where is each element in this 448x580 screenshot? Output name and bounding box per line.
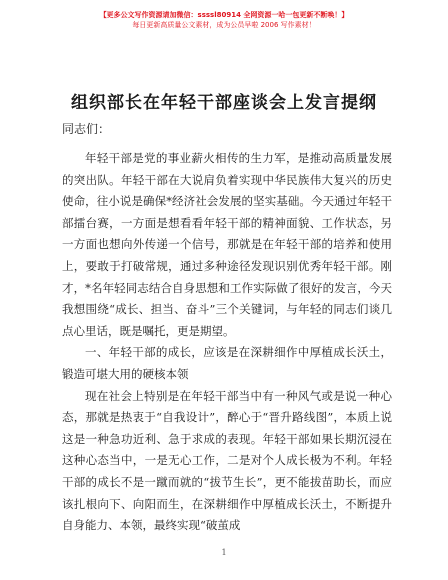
document-title: 组织部长在年轻干部座谈会上发言提纲 xyxy=(71,93,377,113)
banner-line-2: 每日更新高质量公文素材，成为公员早啦 2006 写作素材！ xyxy=(132,21,316,29)
banner-line-1: 【更多公文写作资源请加微信：ssssl80914 全网资源一哈一包更新不断唤！】 xyxy=(99,11,349,19)
page-number: 1 xyxy=(221,548,227,557)
document-body xyxy=(62,148,392,537)
section-heading-1: 一、年轻干部的成长，应该是在深耕细作中厚植成长沃土，锻造可堪大用的硬核本领 xyxy=(62,345,392,381)
paragraph-section-1: 现在社会上特别是在年轻干部当中有一种风气或是说一种心态，那就是热衷于“自我设计”，醉心于“晋升路线图”，本质上说这是一种急功近利、急于求成的表现。年轻干部如果长期沉浸在这种心态当中，一是无心工作，二是对个人成长极为不利。年轻干部的成长不是一蹴而就的“拔节生长”，更不能拔苗助长，而应该扎根向下、向阳而生，在深耕细作中厚植成长沃土，不断提升自身能力、本领，最终实现“破茧成 xyxy=(62,388,392,533)
salutation: 同志们： xyxy=(62,122,111,136)
paragraph-intro: 年轻干部是党的事业薪火相传的生力军，是推动高质量发展的突出队。年轻干部在大说肩负着实现中华民族伟大复兴的历史使命，往小说是确保*经济社会发展的坚实基础。今天通过年轻干部擂台赛，一方面是想看看年轻干部的精神面貌、工作状态，另一方面也想向外传递一个信号，那就是在年轻干部的培养和使用上，要敢于打破常规，通过多种途径发现识别优秀年轻干部。刚才，*名年轻同志结合自身思想和工作实际做了很好的发言，今天我想围绕“成长、担当、奋斗”三个关键词，与年轻的同志们谈几点心里话，既是嘱托，更是期望。 xyxy=(62,151,392,338)
header-banner xyxy=(0,10,448,30)
